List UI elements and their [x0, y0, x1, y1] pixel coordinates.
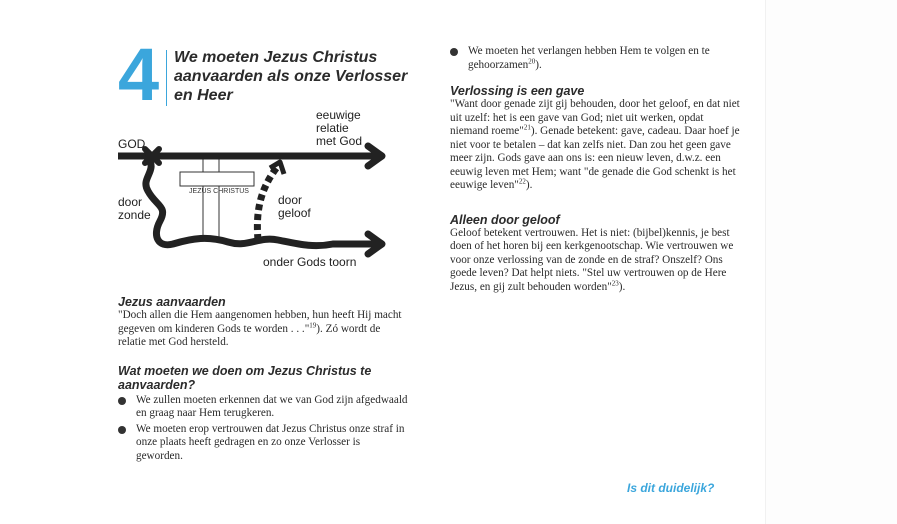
sin-label: [118, 196, 151, 222]
list-item: [450, 45, 740, 72]
text-continuation: ).: [525, 179, 533, 191]
faith-label: [278, 194, 311, 220]
footnote-ref: 23: [611, 278, 619, 287]
footnote-ref: 22: [518, 177, 526, 186]
section-what-to-do: [118, 364, 408, 464]
text-continuation: ). Genade betekent: gave, cadeau. Daar hoef je niet voor te betalen – dat kan zelfs niet. Dan zou het geen gave meer zijn. Gods gave aan ons is: een nieuw leven, d.w.z. een eeuwig leven met Hem; want "de genade die God schenkt is het eeuwige leven": [450, 125, 740, 191]
section-text: [450, 98, 740, 193]
footnote-ref: 20: [528, 56, 536, 65]
list-item-text: We moeten het verlangen hebben Hem te volgen en te gehoorzamen: [468, 45, 710, 71]
text-continuation: ).: [618, 280, 626, 293]
section-gift: [450, 84, 740, 193]
list-item: [118, 423, 408, 464]
quote-text: "Doch allen die Hem aangenomen hebben, hun heeft Hij macht gegeven om kinderen Gods te worden . . .": [118, 309, 402, 335]
list-item: [118, 394, 408, 421]
eternal-label-line: met God: [316, 134, 363, 148]
chapter-title: We moeten Jezus Christus aanvaarden als onze Verlosser en Heer: [174, 49, 408, 104]
left-column: [118, 33, 408, 463]
section-faith-alone: [450, 213, 740, 295]
body-text: Geloof betekent vertrouwen. Het is niet: (bijbel)kennis, je best doen of het horen bij een kerkgenootschap. Wie vertrouwen we voor onze verlossing van de zonde en de straf? Onszelf? Ons goede leven? Dat helpt niets. "Stel uw vertrouwen op de Here Jezus, en gij zult behouden worden": [450, 226, 734, 293]
cross-stem: [203, 156, 219, 241]
footnote-ref: 21: [523, 123, 531, 132]
eternal-label-line: eeuwige: [316, 108, 361, 122]
section-heading: Alleen door geloof: [450, 212, 560, 227]
sin-wave-path: [146, 158, 380, 246]
cross-label: JEZUS CHRISTUS: [189, 188, 249, 195]
bullet-icon: [118, 426, 126, 434]
cross-beam: [180, 172, 254, 186]
section-text: [450, 227, 740, 295]
section-heading: Verlossing is een gave: [450, 84, 585, 98]
sin-label-line: zonde: [118, 208, 151, 222]
eternal-label-line: relatie: [316, 121, 349, 135]
bullet-list: [450, 45, 740, 72]
eternal-relation-label: [316, 109, 362, 148]
section-text: [118, 309, 408, 350]
list-item-text: We moeten erop vertrouwen dat Jezus Christus onze straf in onze plaats heeft gedragen en zo onze Verlosser is geworden.: [136, 422, 405, 462]
closing-question: Is dit duidelijk?: [627, 481, 715, 495]
wrath-label: onder Gods toorn: [263, 255, 357, 269]
salvation-diagram: [118, 108, 408, 281]
faith-dashed-arrow: [257, 166, 278, 240]
page-edge: [765, 0, 766, 524]
sin-label-line: door: [118, 195, 143, 209]
list-item-text: We zullen moeten erkennen dat we van God zijn afgedwaald en graag naar Hem terugkeren.: [136, 393, 408, 419]
section-heading: Jezus aanvaarden: [118, 295, 226, 309]
section-accept-jesus: [118, 295, 408, 350]
chapter-number: 4: [118, 33, 158, 116]
bullet-icon: [450, 48, 458, 56]
god-label: GOD: [118, 137, 146, 151]
right-column: [450, 45, 740, 294]
text-continuation: ). Zó wordt de relatie met God hersteld.: [118, 322, 381, 348]
bullet-icon: [118, 397, 126, 405]
bullet-list: [118, 394, 408, 464]
faith-label-line: geloof: [278, 206, 311, 220]
quote-text: "Want door genade zijt gij behouden, door het geloof, en dat niet uit uzelf: het is een gave van God; niet uit werken, opdat niemand roeme": [450, 98, 740, 137]
adjacent-page: [766, 0, 897, 524]
text-continuation: ).: [535, 58, 542, 71]
header-rule: [166, 50, 167, 106]
section-heading: Wat moeten we doen om Jezus Christus te aanvaarden?: [118, 363, 372, 392]
footnote-ref: 19: [309, 320, 317, 329]
faith-label-line: door: [278, 193, 303, 207]
